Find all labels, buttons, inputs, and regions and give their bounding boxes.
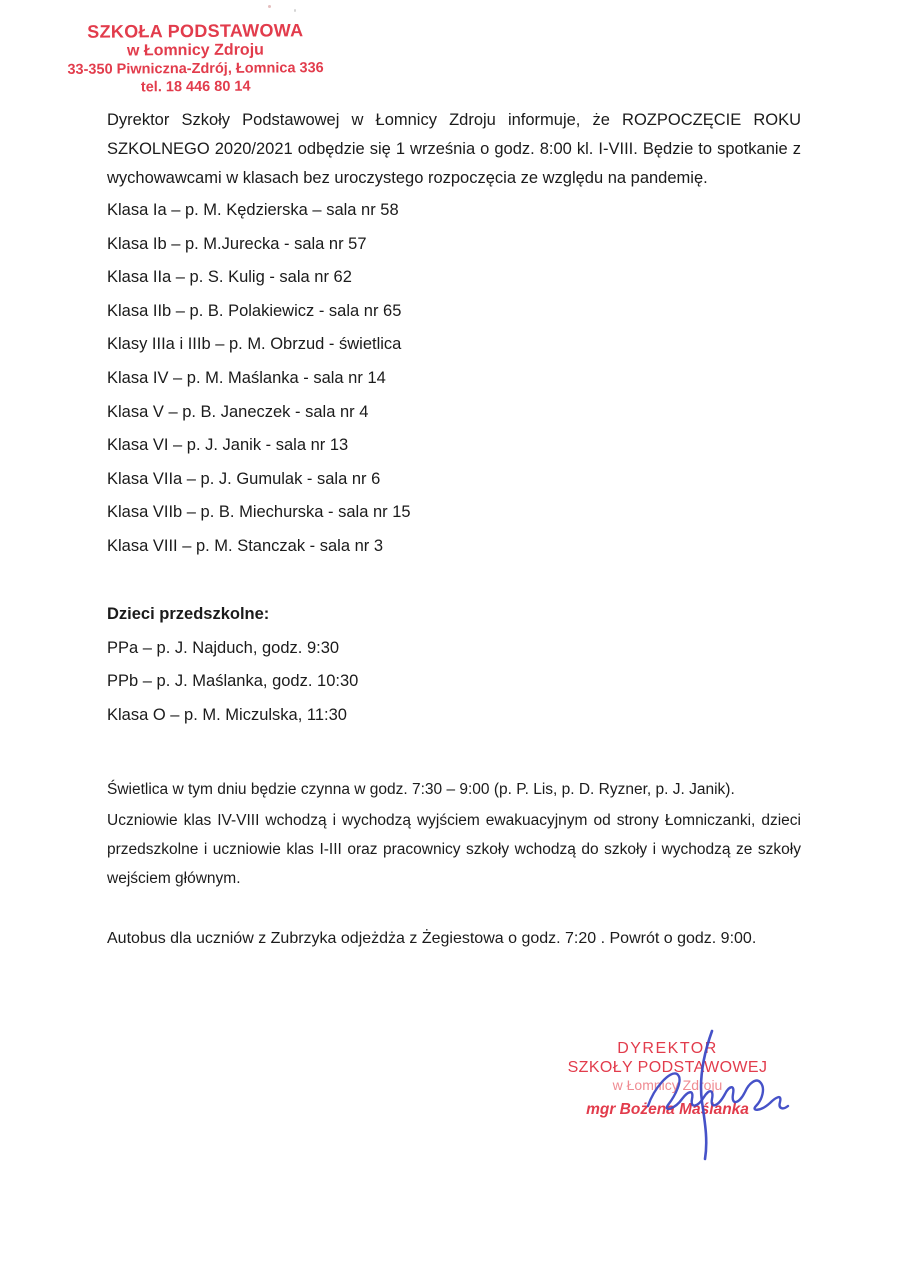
entrances-note: Uczniowie klas IV-VIII wchodzą i wychodzą wyjściem ewakuacyjnym od strony Łomniczanki, dzieci przedszkolne i uczniowie klas I-III oraz pracownicy szkoły wchodzą do szkoły i wychodzą ze szkoły wejściem głównym. <box>107 812 801 887</box>
school-location: w Łomnicy Zdroju <box>126 41 264 60</box>
dayroom-hours-note: Świetlica w tym dniu będzie czynna w godz. 7:30 – 9:00 (p. P. Lis, p. D. Ryzner, p. J. Janik). <box>107 781 735 798</box>
director-school: SZKOŁY PODSTAWOWEJ <box>567 1059 768 1076</box>
preschool-item: PPa – p. J. Najduch, godz. 9:30 <box>107 638 340 657</box>
preschool-section <box>107 598 747 732</box>
preschool-item: Klasa O – p. M. Miczulska, 11:30 <box>107 705 347 724</box>
class-list-item: Klasa V – p. B. Janeczek - sala nr 4 <box>107 402 369 421</box>
school-address: 33-350 Piwniczna-Zdrój, Łomnica 336 <box>67 60 324 78</box>
scan-speck <box>268 5 271 8</box>
class-list-item: Klasa VI – p. J. Janik - sala nr 13 <box>107 436 349 455</box>
school-name: SZKOŁA PODSTAWOWA <box>87 20 304 42</box>
preschool-heading: Dzieci przedszkolne: <box>107 605 270 623</box>
preschool-item: PPb – p. J. Maślanka, godz. 10:30 <box>107 672 359 691</box>
school-header-stamp <box>58 20 334 97</box>
school-phone: tel. 18 446 80 14 <box>140 78 251 96</box>
class-room-list <box>107 194 747 564</box>
scan-speck <box>294 9 296 12</box>
class-list-item: Klasa Ia – p. M. Kędzierska – sala nr 58 <box>107 201 399 219</box>
director-location: w Łomnicy Zdroju <box>612 1077 723 1093</box>
class-list-item: Klasa VIIa – p. J. Gumulak - sala nr 6 <box>107 469 381 488</box>
class-list-item: Klasa IIa – p. S. Kulig - sala nr 62 <box>107 268 352 287</box>
class-list-item: Klasa IIb – p. B. Polakiewicz - sala nr 65 <box>107 301 402 320</box>
handwritten-signature <box>630 1028 790 1168</box>
class-list-item: Klasa IV – p. M. Maślanka - sala nr 14 <box>107 368 386 387</box>
bus-schedule-note: Autobus dla uczniów z Zubrzyka odjeżdża z Żegiestowa o godz. 7:20 . Powrót o godz. 9:00. <box>107 930 757 947</box>
intro-paragraph: Dyrektor Szkoły Podstawowej w Łomnicy Zdroju informuje, że ROZPOCZĘCIE ROKU SZKOLNEGO 2020/2021 odbędzie się 1 września o godz. 8:00 kl. I-VIII. Będzie to spotkanie z wychowawcami w klasach bez uroczystego rozpoczęcia ze względu na pandemię. <box>107 111 801 187</box>
class-list-item: Klasa VIIb – p. B. Miechurska - sala nr 15 <box>107 503 411 522</box>
director-name: mgr Bożena Maślanka <box>586 1101 749 1118</box>
director-title: DYREKTOR <box>617 1040 718 1057</box>
class-list-item: Klasa VIII – p. M. Stanczak - sala nr 3 <box>107 536 384 555</box>
class-list-item: Klasy IIIa i IIIb – p. M. Obrzud - świetlica <box>107 335 402 354</box>
class-list-item: Klasa Ib – p. M.Jurecka - sala nr 57 <box>107 234 367 253</box>
